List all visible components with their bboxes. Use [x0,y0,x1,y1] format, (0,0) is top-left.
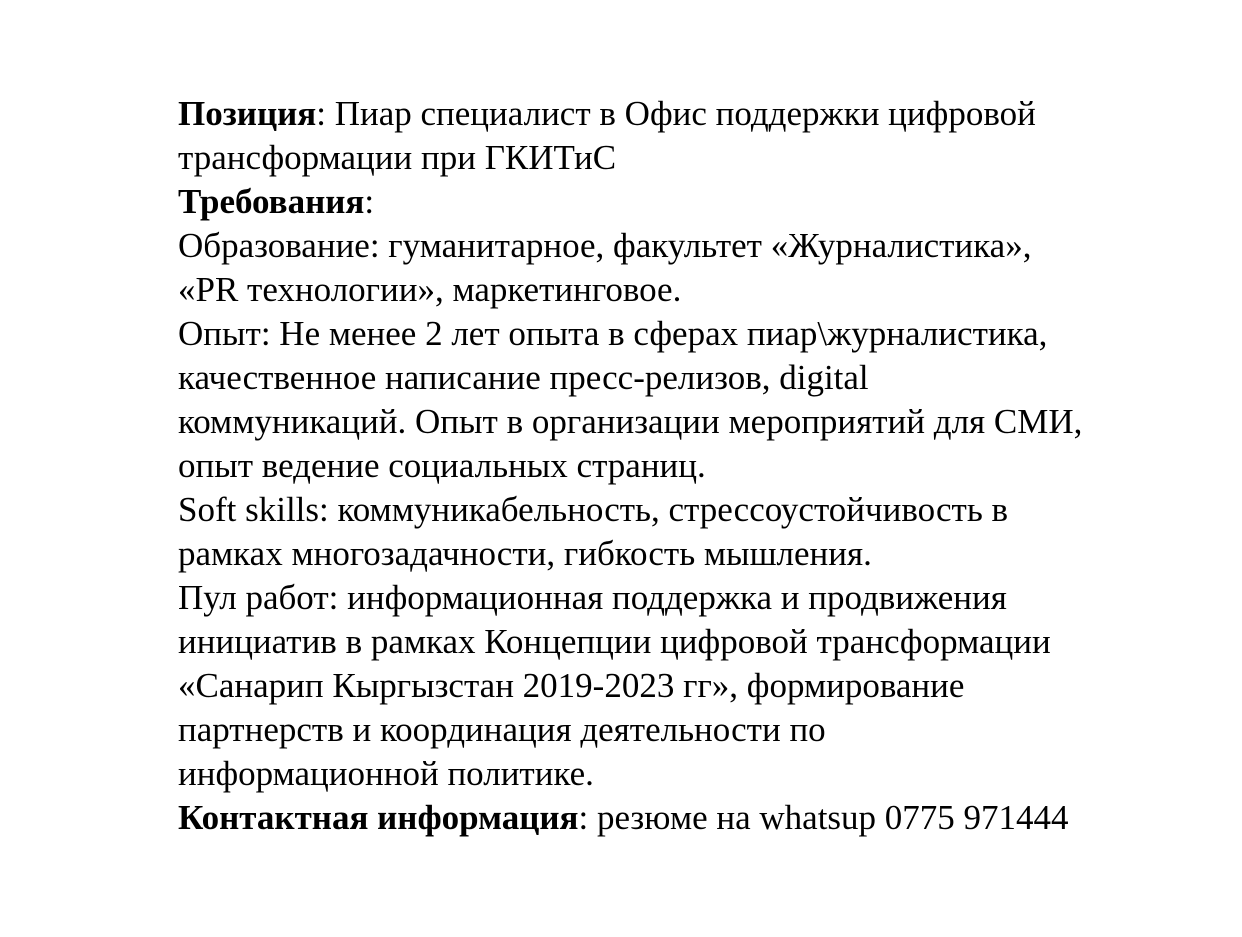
experience-line-4: опыт ведение социальных страниц. [178,446,706,485]
requirements-label: Требования [178,182,365,221]
requirements-line [178,180,1178,224]
position-line-1 [178,92,1178,136]
education-line-2: «PR технологии», маркетинговое. [178,270,682,309]
position-text-1: Пиар специалист в Офис поддержки цифровой [325,94,1036,133]
document-body [178,92,1178,840]
position-line-2: трансформации при ГКИТиС [178,138,617,177]
contact-label: Контактная информация [178,798,579,837]
work-pool-line-3: «Санарип Кыргызстан 2019-2023 гг», формирование [178,666,965,705]
work-pool-line-2: инициатив в рамках Концепции цифровой трансформации [178,622,1051,661]
education-paragraph [178,224,1178,312]
experience-line-2: качественное написание пресс-релизов, digital [178,358,869,397]
soft-skills-paragraph [178,488,1178,576]
education-line-1: Образование: гуманитарное, факультет «Журналистика», [178,226,1032,265]
work-pool-line-1: Пул работ: информационная поддержка и продвижения [178,578,1007,617]
experience-line-3: коммуникаций. Опыт в организации мероприятий для СМИ, [178,402,1083,441]
experience-paragraph [178,312,1178,488]
soft-skills-line-1: Soft skills: коммуникабельность, стрессоустойчивость в [178,490,1009,529]
position-paragraph [178,92,1178,180]
position-colon: : [316,94,326,133]
contact-paragraph [178,796,1178,840]
position-label: Позиция [178,94,317,133]
contact-line [178,796,1178,840]
work-pool-paragraph [178,576,1178,796]
soft-skills-line-2: рамках многозадачности, гибкость мышления. [178,534,872,573]
experience-line-1: Опыт: Не менее 2 лет опыта в сферах пиар\журналистика, [178,314,1048,353]
work-pool-line-5: информационной политике. [178,754,594,793]
requirements-colon: : [364,182,375,221]
contact-colon: : [578,798,589,837]
requirements-heading [178,180,1178,224]
contact-text: резюме на whatsup 0775 971444 [588,798,1069,837]
work-pool-line-4: партнерств и координация деятельности по [178,710,826,749]
